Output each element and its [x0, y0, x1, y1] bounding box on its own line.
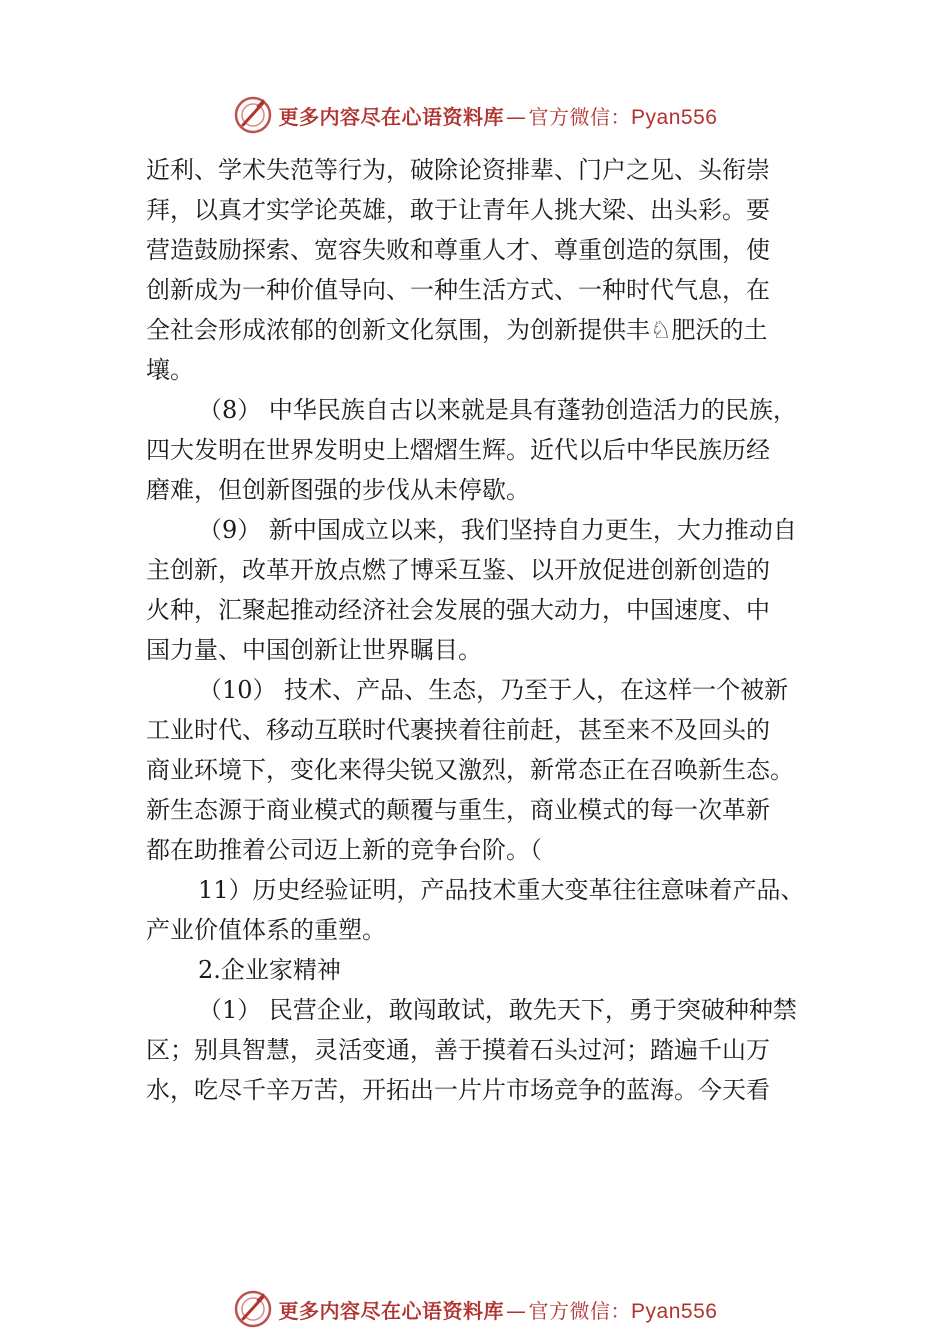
text-line: 水，吃尽千辛万苦，开拓出一片片市场竞争的蓝海。今天看 [146, 1076, 770, 1104]
text-line: 拜，以真才实学论英雄，敢于让青年人挑大梁、出头彩。要 [146, 196, 770, 224]
brand-logo-icon [233, 1289, 273, 1329]
text-line: 壤。 [146, 356, 194, 384]
text-line: 区；别具智慧，灵活变通，善于摸着石头过河；踏遍千山万 [146, 1036, 770, 1064]
section-heading: 2.企业家精神 [198, 956, 341, 984]
document-body [146, 150, 811, 1110]
header-wechat-label: 官方微信： [528, 104, 632, 129]
text-line: 产业价值体系的重塑。 [146, 916, 386, 944]
text-line: 全社会形成浓郁的创新文化氛围，为创新提供丰♘肥沃的土 [146, 316, 768, 344]
text-line: 创新成为一种价值导向、一种生活方式、一种时代气息，在 [146, 276, 770, 304]
footer-brand: 更多内容尽在心语资料库 [278, 1298, 505, 1323]
header-banner [0, 93, 950, 137]
text-line: 都在助推着公司迈上新的竞争台阶。（ [146, 836, 542, 864]
text-line: 新生态源于商业模式的颠覆与重生，商业模式的每一次革新 [146, 796, 770, 824]
text-line: 火种，汇聚起推动经济社会发展的强大动力，中国速度、中 [146, 596, 770, 624]
footer-dash: — [506, 1298, 527, 1323]
brand-logo-icon [233, 95, 273, 135]
text-line: 主创新，改革开放点燃了博采互鉴、以开放促进创新创造的 [146, 556, 770, 584]
text-line: 国力量、中国创新让世界瞩目。 [146, 636, 482, 664]
header-dash: — [506, 104, 527, 129]
text-line: 磨难，但创新图强的步伐从未停歇。 [146, 476, 530, 504]
header-wechat-id: Pyan556 [631, 105, 718, 129]
footer-banner [0, 1287, 950, 1331]
footer-wechat-label: 官方微信： [528, 1298, 632, 1323]
text-line: （10） 技术、产品、生态，乃至于人，在这样一个被新 [198, 676, 789, 704]
text-line: 工业时代、移动互联时代裹挟着往前赶，甚至来不及回头的 [146, 716, 770, 744]
text-line: 四大发明在世界发明史上熠熠生辉。近代以后中华民族历经 [146, 436, 770, 464]
text-line: 商业环境下，变化来得尖锐又激烈，新常态正在召唤新生态。 [146, 756, 794, 784]
text-line: 近利、学术失范等行为，破除论资排辈、门户之见、头衔崇 [146, 156, 770, 184]
text-line: （1） 民营企业，敢闯敢试，敢先天下，勇于突破种种禁 [198, 996, 797, 1024]
text-line: 11）历史经验证明，产品技术重大变革往往意味着产品、 [198, 876, 805, 904]
header-brand: 更多内容尽在心语资料库 [278, 104, 505, 129]
text-line: 营造鼓励探索、宽容失败和尊重人才、尊重创造的氛围，使 [146, 236, 770, 264]
footer-wechat-id: Pyan556 [631, 1299, 718, 1323]
text-line: （9） 新中国成立以来，我们坚持自力更生，大力推动自 [198, 516, 797, 544]
text-line: （8） 中华民族自古以来就是具有蓬勃创造活力的民族， [198, 396, 797, 424]
